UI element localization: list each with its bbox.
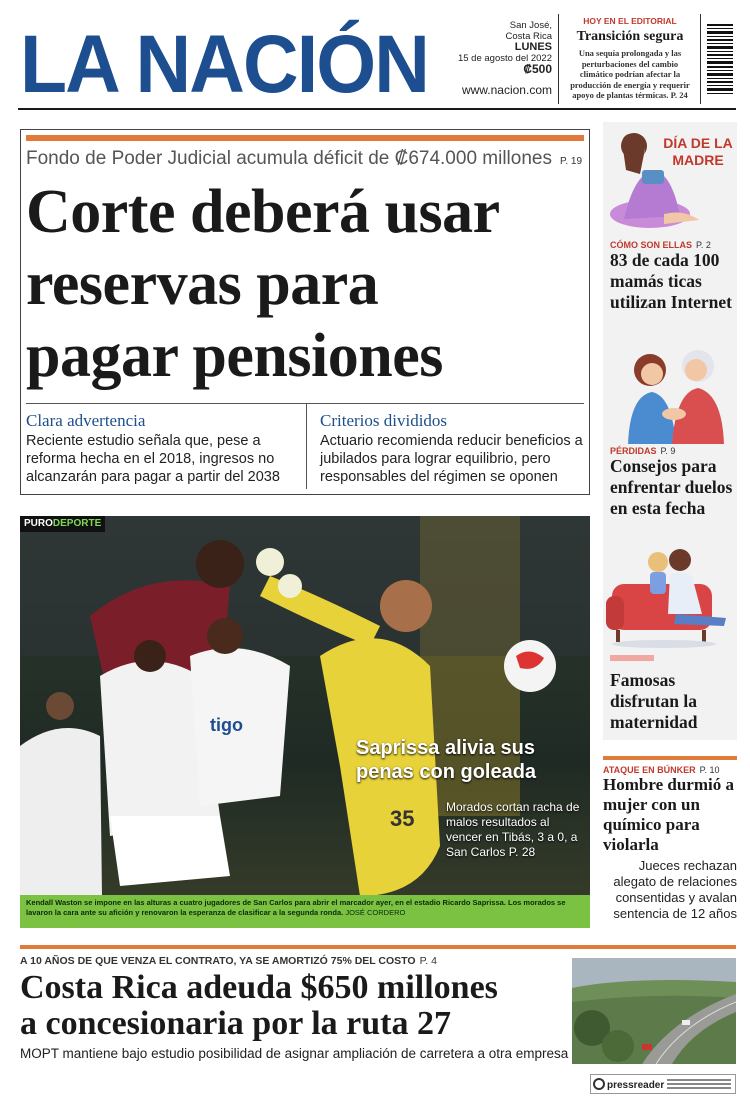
main-headline-line: Corte deberá usar — [26, 178, 500, 246]
sub-story-title: Clara advertencia — [26, 411, 146, 430]
sidebar-headline: Hombre durmió a mujer con un químico para violarla — [603, 775, 734, 854]
highway-photo[interactable] — [572, 958, 736, 1064]
soccer-match-photo[interactable] — [20, 516, 590, 928]
bottom-kicker-text: A 10 AÑOS DE QUE VENZA EL CONTRATO, YA SE AMORTIZÓ 75% DEL COSTO — [20, 955, 416, 967]
bottom-headline-line: a concesionaria por la ruta 27 — [20, 1005, 451, 1042]
masthead-date: 15 de agosto del 2022 — [457, 53, 552, 64]
puro-deporte-label-b: DEPORTE — [52, 518, 102, 529]
sub-story-title: Criterios divididos — [320, 411, 448, 430]
sidebar-kicker — [610, 446, 734, 456]
bottom-story-kicker — [20, 955, 570, 967]
sub-story-criterios-divididos[interactable] — [320, 411, 586, 486]
sports-headline[interactable]: Saprissa alivia sus penas con goleada — [356, 737, 537, 783]
puro-deporte-label — [20, 516, 105, 532]
jersey-number-text: 35 — [390, 806, 415, 831]
mother-child-sofa-illustration — [606, 544, 736, 650]
main-kicker-text: Fondo de Poder Judicial acumula déficit de ₡674.000 millones — [26, 148, 552, 169]
sidebar-kicker-text: PÉRDIDAS — [610, 446, 657, 456]
sub-story-divider — [306, 403, 307, 489]
masthead-divider — [558, 14, 559, 104]
main-kicker-page: P. 19 — [559, 156, 583, 167]
main-story-kicker[interactable] — [26, 148, 586, 170]
jersey-sponsor-text: tigo — [210, 715, 243, 735]
sub-story-clara-advertencia[interactable] — [26, 411, 300, 486]
bottom-story-subhead: MOPT mantiene bajo estudio posibilidad de asignar ampliación de carretera a otra empresa — [20, 1046, 569, 1061]
decorative-kicker-bar — [610, 652, 670, 664]
main-story-accent-bar — [26, 135, 584, 141]
pressreader-badge[interactable] — [590, 1074, 736, 1094]
bottom-story-accent-bar — [20, 945, 736, 949]
masthead-divider — [700, 14, 701, 104]
main-headline[interactable] — [26, 176, 586, 392]
dia-de-la-madre-title — [660, 135, 736, 169]
masthead-rule — [18, 108, 736, 110]
main-headline-line: pagar pensiones — [26, 322, 443, 390]
editorial-title: Transición segura — [576, 29, 684, 44]
masthead-country: Costa Rica — [505, 31, 552, 42]
bottom-story-headline[interactable] — [20, 970, 570, 1042]
photo-credit: JOSÉ CORDERO — [345, 908, 406, 917]
main-headline-line: reservas para — [26, 250, 379, 318]
newspaper-logo[interactable] — [20, 14, 428, 98]
puro-deporte-label-a: PURO — [24, 518, 53, 529]
sidebar-kicker-text: ATAQUE EN BÚNKER — [603, 765, 696, 775]
sidebar-story-mamas-internet[interactable] — [610, 240, 734, 313]
pressreader-logo — [591, 1075, 737, 1093]
sidebar-kicker-text: CÓMO SON ELLAS — [610, 240, 693, 250]
pressreader-text: pressreader — [607, 1080, 665, 1091]
sidebar-kicker — [610, 240, 734, 250]
madre-title-line: DÍA DE LA — [663, 135, 733, 151]
sub-story-body: Reciente estudio señala que, pese a reforma hecha en el 2018, ingresos no alcanzarán para pagar a partir del 2038 — [26, 433, 280, 485]
barcode-icon — [705, 22, 735, 96]
sub-story-rule — [26, 403, 584, 404]
masthead-city: San José, — [509, 20, 552, 31]
editorial-kicker: HOY EN EL EDITORIAL — [583, 16, 677, 26]
sidebar-kicker-page: P. 9 — [660, 446, 676, 456]
sidebar-headline: Famosas disfrutan la maternidad — [610, 670, 698, 732]
mother-daughter-illustration — [606, 340, 736, 444]
photo-caption — [20, 895, 590, 928]
masthead-day: LUNES — [514, 41, 552, 53]
bottom-headline-line: Costa Rica adeuda $650 millones — [20, 969, 498, 1006]
bottom-kicker-page: P. 4 — [419, 955, 437, 967]
sidebar-story-famosas[interactable] — [610, 670, 734, 733]
madre-title-line: MADRE — [672, 152, 724, 168]
masthead-info — [440, 20, 552, 96]
logo-text: LA NACIÓN — [20, 19, 428, 98]
sidebar-story-duelos[interactable] — [610, 446, 734, 519]
masthead-price: ₡500 — [523, 62, 552, 76]
sidebar-accent-bar — [603, 756, 737, 760]
sidebar-kicker-page: P. 2 — [696, 240, 711, 250]
sidebar-story-bunker[interactable] — [603, 765, 737, 922]
sports-summary: Morados cortan racha de malos resultados al vencer en Tibás, 3 a 0, a San Carlos P. 28 — [446, 800, 580, 859]
masthead-url[interactable]: www.nacion.com — [461, 83, 552, 97]
sidebar-kicker — [603, 765, 737, 775]
sidebar-headline: Consejos para enfrentar duelos en esta fecha — [610, 456, 733, 518]
photo-caption-text: Kendall Waston se impone en las alturas a cuatro jugadores de San Carlos para abrir el marcador ayer, en el estadio Ricardo Saprissa. Los morados se lavaron la cara ante su afición y renovaron la esperanza de clasificar a la segunda ronda. — [26, 898, 566, 917]
sub-story-body: Actuario recomienda reducir beneficios a jubilados para lograr equilibrio, pero responsables del régimen se oponen — [320, 433, 583, 485]
sidebar-headline: 83 de cada 100 mamás ticas utilizan Internet — [610, 250, 733, 312]
editorial-teaser[interactable] — [566, 16, 694, 101]
sidebar-kicker-page: P. 10 — [699, 765, 720, 775]
sidebar-body: Jueces rechazan alegato de relaciones consentidas y avalan sentencia de 12 años — [613, 858, 737, 921]
editorial-body: Una sequía prolongada y las perturbaciones del cambio climático podrían afectar la producción de energía y requerir apoyo de plantas térmicas. P. 24 — [570, 48, 690, 100]
